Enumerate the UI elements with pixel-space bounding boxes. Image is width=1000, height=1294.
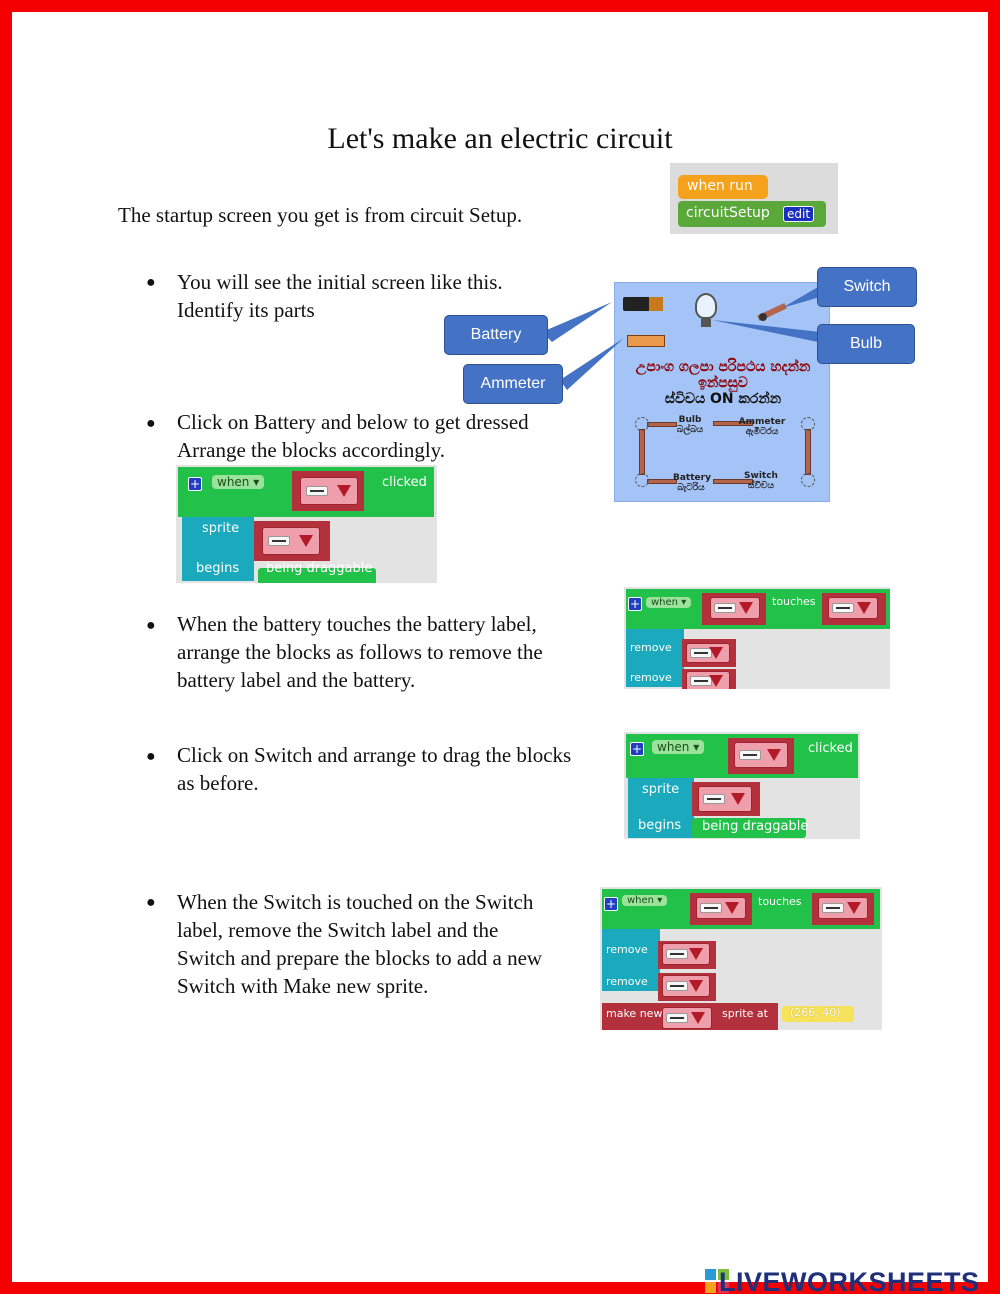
step-3-text: When the battery touches the battery label, arrange the blocks as follows to remove the battery label and the battery. xyxy=(177,612,543,692)
step-5-text: When the Switch is touched on the Switch label, remove the Switch label and the Switch and prepare the blocks to add a new Switch with Make new sprite. xyxy=(177,890,543,998)
bulb-slot-label: Bulb බල්බය xyxy=(676,415,704,435)
battery-drag-blocks-image: + when ▾ clicked sprite begins being draggable xyxy=(176,465,437,583)
intro-text: The startup screen you get is from circuit Setup. xyxy=(118,203,523,227)
bullet: ● xyxy=(146,748,156,765)
wire xyxy=(639,429,645,475)
bullet: ● xyxy=(146,415,156,432)
startup-blocks-image xyxy=(670,163,838,234)
wire xyxy=(647,422,677,427)
step-4-text: Click on Switch and arrange to drag the blocks as before. xyxy=(177,743,572,795)
brand-logo: LIVEWORKSHEETS xyxy=(719,1267,980,1294)
switch-touch-blocks-image: + when ▾ touches remove remove make new sprite at (266, 40) xyxy=(600,887,882,1030)
ammeter-slot-label: Ammeter ඇමීටරය xyxy=(738,417,786,437)
bullet: ● xyxy=(146,894,156,911)
battery-slot-label: Battery බැටරිය xyxy=(673,473,711,493)
connector xyxy=(635,473,649,487)
page-title: Let's make an electric circuit xyxy=(327,122,673,155)
edit-button[interactable]: edit xyxy=(783,206,814,222)
step-1-text: You will see the initial screen like this. Identify its parts xyxy=(177,270,503,322)
circuit-setup-block: circuitSetup edit xyxy=(678,201,826,227)
bulb-callout: Bulb xyxy=(817,324,915,364)
bullet: ● xyxy=(146,617,156,634)
when-dropdown: when ▾ xyxy=(212,475,264,489)
sprite-dropdown xyxy=(300,477,358,505)
instruction-line-1: උපාංග ගලපා පරිපථය හදන්න xyxy=(635,359,811,375)
bulb-sprite xyxy=(695,293,717,319)
wire xyxy=(805,429,811,475)
battery-callout: Battery xyxy=(444,315,548,355)
instruction-line-2: ඉන්පසුව xyxy=(698,375,748,391)
step-2-text: Click on Battery and below to get dressed Arrange the blocks accordingly. xyxy=(177,410,529,462)
battery-touch-blocks-image: + when ▾ touches remove remove xyxy=(624,587,890,689)
coords-value: (266, 40) xyxy=(782,1006,854,1022)
bullet: ● xyxy=(146,274,156,291)
switch-slot-label: Switch ස්විචය xyxy=(744,471,778,491)
instruction-line-3: ස්විචය ON කරන්න xyxy=(664,391,782,407)
switch-drag-blocks-image: + when ▾ clicked sprite begins being draggable xyxy=(624,732,860,839)
switch-callout: Switch xyxy=(817,267,917,307)
circuit-screen-image xyxy=(614,282,830,502)
when-run-block: when run xyxy=(678,175,768,199)
connector xyxy=(801,417,815,431)
connector xyxy=(635,417,649,431)
ammeter-sprite xyxy=(627,335,665,347)
connector xyxy=(801,473,815,487)
battery-sprite xyxy=(623,297,663,311)
ammeter-callout: Ammeter xyxy=(463,364,563,404)
